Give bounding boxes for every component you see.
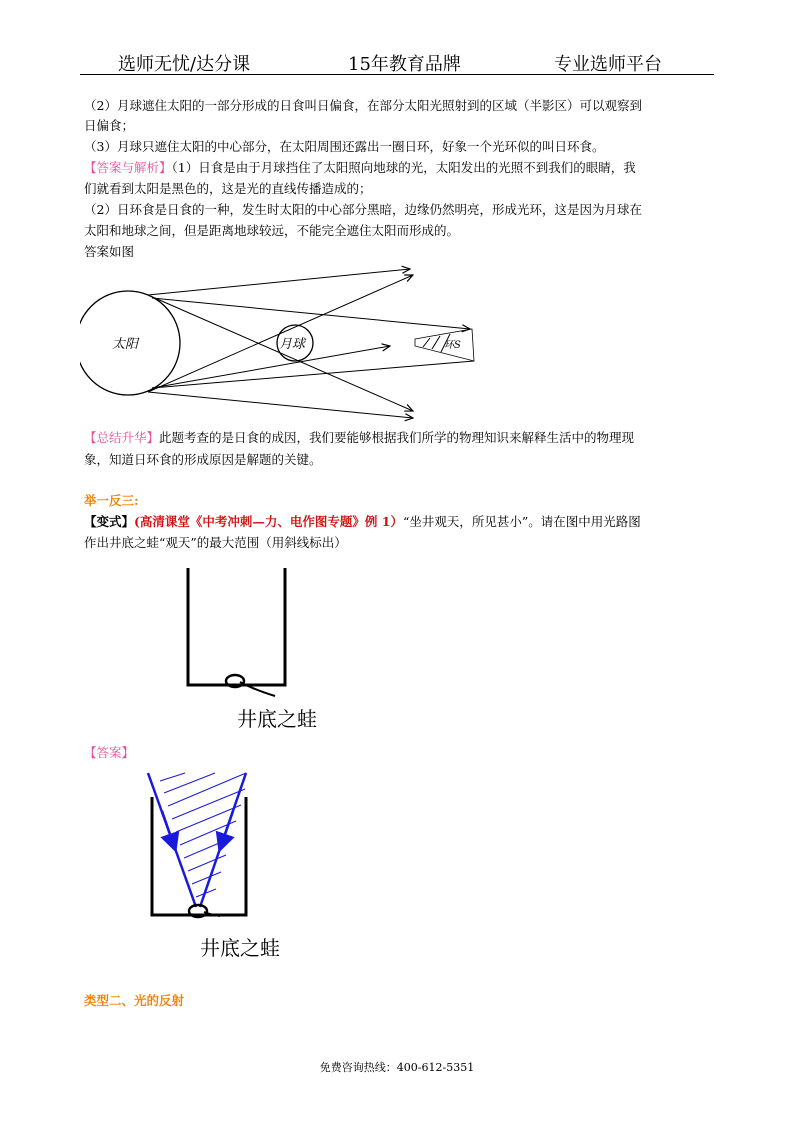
ray-lower-outer: [148, 392, 413, 418]
variant-source: (高清课堂《中考冲刺—力、电作图专题》例 1）: [134, 514, 403, 529]
answer-figure-caption: 答案如图: [84, 244, 135, 259]
eclipse-diagram: [80, 262, 480, 422]
paragraph-partial-eclipse-2: 日偏食；: [84, 118, 135, 133]
answer-line-1: [84, 158, 636, 178]
paragraph-annular-eclipse: （3）月球只遮住太阳的中心部分，在太阳周围还露出一圈日环，好象一个光环似的叫日环食。: [84, 139, 605, 154]
answer-line-3: （2）日环食是日食的一种，发生时太阳的中心部分黑暗，边缘仍然明亮，形成光环，这是因为月球在: [84, 202, 642, 217]
well-frog-answer-diagram: [140, 765, 310, 965]
hatch-line: [192, 872, 221, 884]
ray-inner-lower: [152, 361, 474, 388]
hatch-line: [432, 336, 440, 349]
page-header: [80, 46, 714, 75]
summary-line-2: 象，知道日环食的形成原因是解题的关键。: [84, 452, 322, 467]
hatch-line: [160, 773, 185, 781]
ray-inner-upper: [152, 298, 470, 329]
answer-line-4: 太阳和地球之间，但是距离地球较远，不能完全遮住太阳而形成的。: [84, 223, 460, 238]
well-walls: [188, 568, 285, 685]
frog-label: 井底之蛙: [237, 707, 317, 731]
answer-analysis-tag: 【答案与解析】: [84, 160, 172, 175]
summary-line-1: [84, 428, 634, 448]
variant-text: “坐井观天，所见甚小”。请在图中用光路图: [402, 514, 641, 529]
hatch-line: [188, 855, 226, 871]
hatch-line: [423, 338, 430, 347]
ray-cross-down: [148, 295, 413, 411]
paragraph-partial-eclipse-1: （2）月球遮住太阳的一部分形成的日食叫日偏食，在部分太阳光照射到的区域（半影区）可以观察到: [84, 98, 642, 113]
frog-label: 井底之蛙: [200, 936, 280, 960]
header-slogan: 15年教育品牌: [348, 54, 461, 75]
variant-line-1: [84, 512, 641, 532]
summary-tag: 【总结升华】: [84, 430, 160, 445]
ray-inner-mid: [152, 346, 390, 388]
header-brand: 选师无忧/达分课: [118, 54, 251, 75]
ray-upper-outer: [148, 269, 410, 295]
summary-text-1: 此题考查的是日食的成因，我们要能够根据我们所学的物理知识来解释生活中的物理现: [159, 430, 635, 445]
variant-line-2: 作出井底之蛙“观天”的最大范围（用斜线标出）: [84, 535, 347, 550]
well-frog-diagram: [180, 562, 340, 737]
header-platform: 专业选师平台: [554, 54, 662, 75]
answer-line-2: 们就看到太阳是黑色的，这是光的直线传播造成的；: [84, 181, 372, 196]
footer-hotline: 免费咨询热线：400-612-5351: [319, 1061, 475, 1074]
sun-label: 太阳: [112, 337, 139, 352]
answer-text-1: （1）日食是由于月球挡住了太阳照向地球的光，太阳发出的光照不到我们的眼睛，我: [171, 160, 636, 175]
ray-right-arrow: [220, 811, 233, 849]
ray-left-arrow: [162, 811, 175, 849]
answer-tag: 【答案】: [84, 745, 135, 760]
hatch-line: [168, 773, 246, 806]
earth-label: 环S: [444, 340, 461, 351]
practice-title: 举一反三:: [84, 493, 139, 508]
section-title: 类型二、光的反射: [84, 993, 185, 1008]
ray-cross-up: [148, 275, 413, 392]
hatch-line: [164, 773, 215, 793]
variant-bracket: 【变式】: [84, 514, 135, 529]
moon-label: 月球: [279, 337, 306, 352]
